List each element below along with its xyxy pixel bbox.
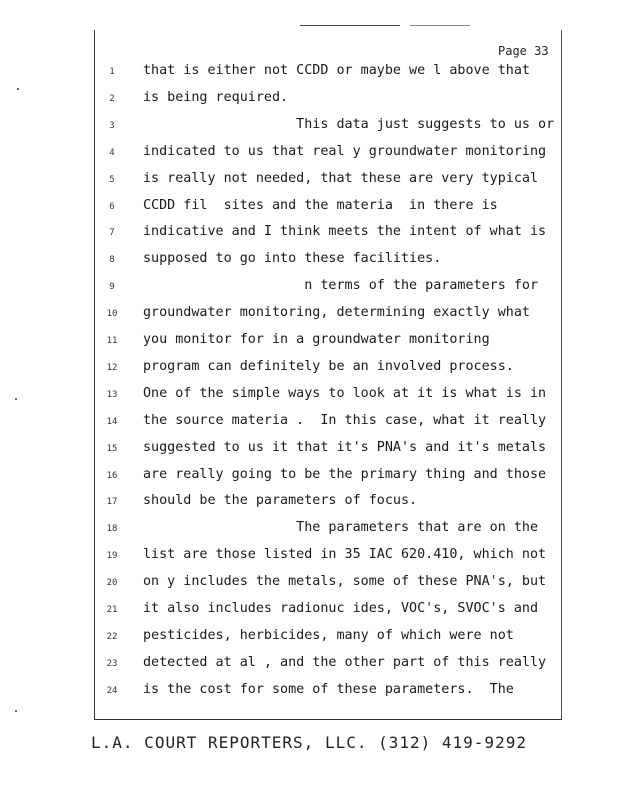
line-number: 12 [106, 362, 118, 373]
transcript-line [0, 574, 618, 594]
line-text: program can definitely be an involved process. [143, 358, 514, 374]
line-number: 10 [106, 309, 118, 320]
line-number: 19 [106, 551, 118, 562]
line-text: on y includes the metals, some of these PNA's, but [143, 574, 547, 590]
transcript-line [0, 63, 618, 83]
transcript-line [0, 224, 618, 244]
line-text: is the cost for some of these parameters. The [143, 681, 514, 697]
line-number: 4 [109, 147, 115, 158]
transcript-line [0, 198, 618, 218]
transcript-line [0, 493, 618, 513]
transcript-line [0, 655, 618, 675]
line-text: that is either not CCDD or maybe we l above that [143, 63, 530, 78]
transcript-line [0, 144, 618, 164]
line-text: it also includes radionuc ides, VOC's, SVOC's and [143, 601, 539, 616]
line-text: CCDD fil sites and the materia in there is [143, 197, 498, 213]
line-number: 11 [106, 336, 118, 346]
transcript-line [0, 601, 618, 621]
line-number: 24 [106, 685, 118, 696]
line-number: 14 [106, 416, 118, 427]
line-number: 15 [106, 443, 118, 454]
line-number: 17 [106, 497, 118, 508]
line-text: you monitor for in a groundwater monitoring [143, 332, 490, 347]
line-text: One of the simple ways to look at it is what is in [143, 385, 547, 401]
scan-speck [15, 710, 17, 712]
transcript-line [0, 117, 618, 137]
line-number: 8 [109, 255, 115, 266]
line-number: 23 [106, 658, 118, 669]
line-text: supposed to go into these facilities. [143, 251, 442, 267]
transcript-line [0, 413, 618, 433]
line-number: 20 [106, 578, 118, 589]
transcript-line [0, 251, 618, 271]
line-text: the source materia . In this case, what it really [143, 412, 547, 428]
transcript-line [0, 628, 618, 648]
line-text: indicative and I think meets the intent of what is [143, 224, 547, 240]
line-number: 21 [106, 605, 118, 615]
line-text: This data just suggests to us or [143, 116, 555, 132]
footer-court-reporter: L.A. COURT REPORTERS, LLC. (312) 419-9292 [91, 733, 527, 752]
line-number: 7 [109, 228, 115, 239]
line-text: n terms of the parameters for [143, 278, 539, 294]
line-number: 5 [109, 174, 115, 185]
line-text: is really not needed, that these are very typical [143, 170, 539, 186]
transcript-line [0, 332, 618, 352]
line-number: 16 [106, 470, 118, 481]
transcript-line [0, 467, 618, 487]
line-text: groundwater monitoring, determining exactly what [143, 305, 530, 321]
line-text: should be the parameters of focus. [143, 493, 418, 509]
transcript-line [0, 278, 618, 298]
line-number: 9 [109, 282, 115, 293]
transcript-line [0, 682, 618, 702]
transcript-line [0, 386, 618, 406]
transcript-line [0, 90, 618, 110]
line-number: 3 [109, 120, 115, 131]
line-text: pesticides, herbicides, many of which were not [143, 627, 514, 643]
page-border-bottom [94, 719, 562, 720]
transcript-line [0, 520, 618, 540]
transcript-line [0, 171, 618, 191]
transcript-line [0, 359, 618, 379]
line-text: are really going to be the primary thing and those [143, 466, 547, 482]
line-text: list are those listed in 35 IAC 620.410, which not [143, 547, 547, 563]
line-text: is being required. [143, 89, 289, 105]
line-number: 2 [109, 93, 115, 104]
line-text: detected at al , and the other part of this really [143, 654, 547, 670]
line-text: indicated to us that real y groundwater monitoring [143, 143, 547, 159]
line-number: 18 [106, 524, 118, 535]
scan-mark [410, 25, 470, 26]
line-number: 22 [106, 631, 118, 642]
line-number: 6 [109, 201, 115, 212]
scan-mark [300, 25, 400, 26]
transcript-line [0, 305, 618, 325]
line-text: The parameters that are on the [143, 520, 539, 536]
transcript-line [0, 440, 618, 460]
line-number: 13 [106, 389, 118, 400]
transcript-line [0, 547, 618, 567]
page-number: Page 33 [498, 44, 549, 58]
line-number: 1 [109, 67, 115, 77]
line-text: suggested to us it that it's PNA's and it's metals [143, 439, 547, 455]
